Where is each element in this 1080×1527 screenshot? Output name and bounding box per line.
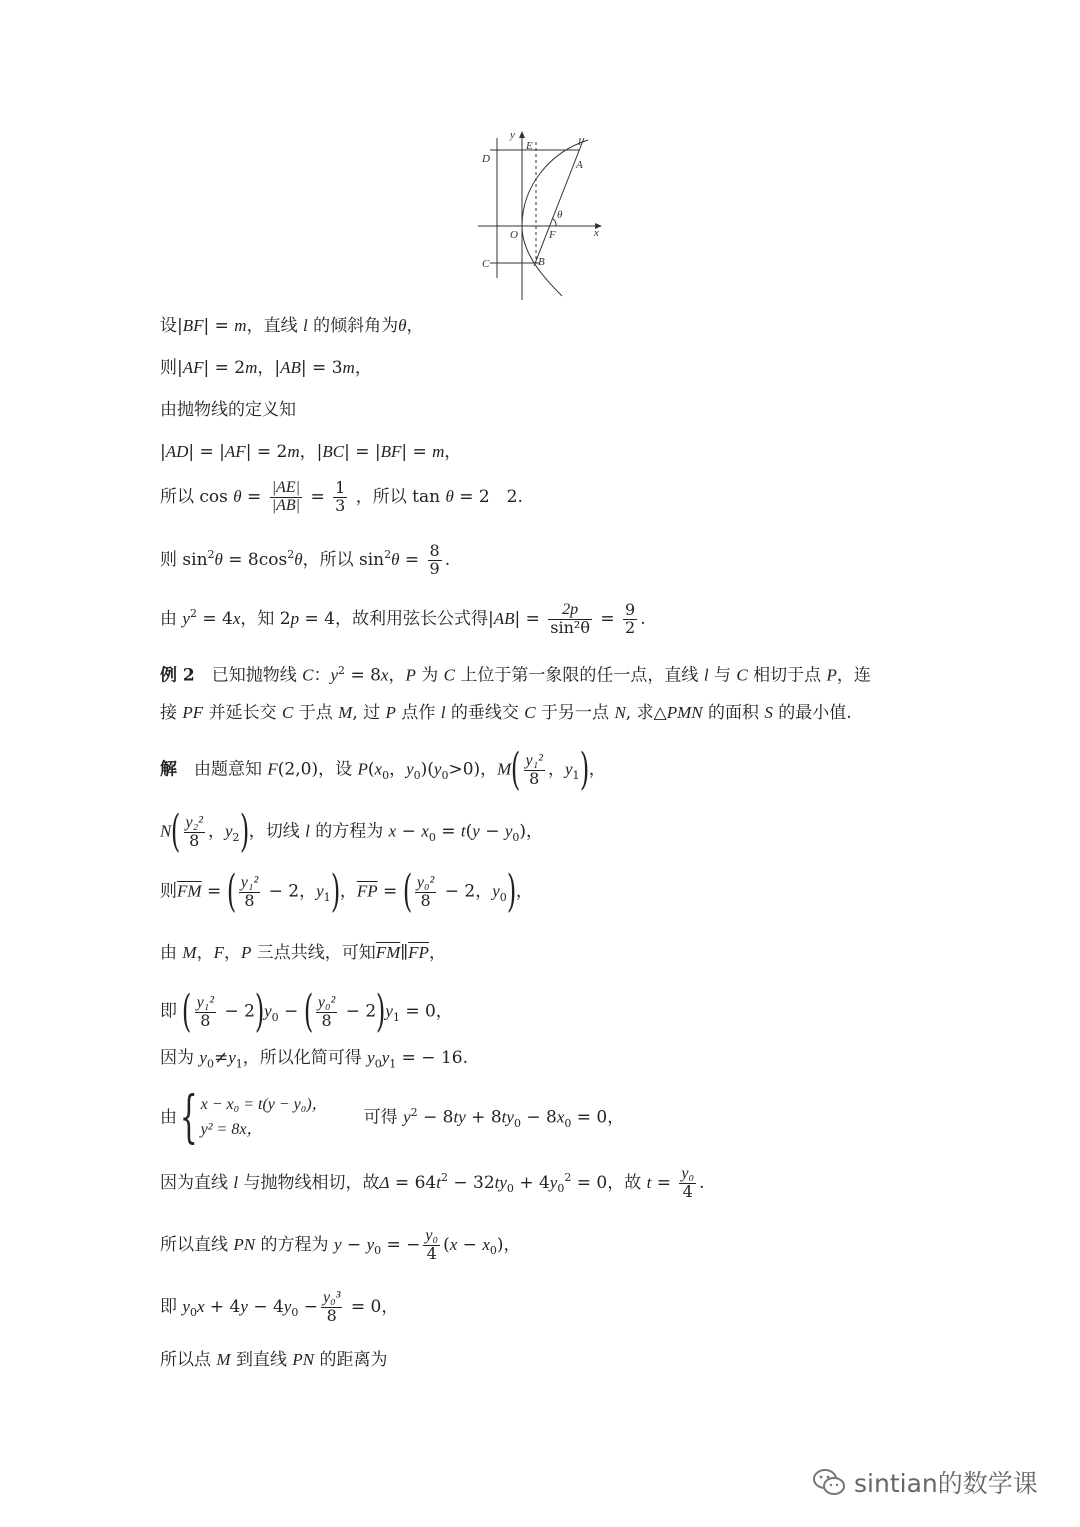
text-line-7: 由 $y^2 = 4x$，知 2p = 4，故利用弦长公式得|AB| = $\frac{2p}{\text{sin²θ}}$ = $\frac{9}{2}$ . bbox=[160, 600, 646, 637]
solution-line-9: 所以直线 PN 的方程为 $y - y_0$ = − $\frac{\text{y₀}}{4}$ $(x - x_0)$， bbox=[160, 1227, 521, 1263]
solution-line-5: 即 ( $\frac{\text{y₁²}}{8}$ − $2)y_0$ − ( $\frac{\text{y₀²}}{8}$ − $2)y_1 = 0$， bbox=[160, 986, 453, 1037]
text-line-2: 则|AF| = 2m，|AB| = 3m， bbox=[160, 358, 372, 378]
label-A: A bbox=[576, 159, 583, 171]
solution-line-11: 所以点 M 到直线 PN 的距离为 bbox=[160, 1350, 388, 1370]
solution-line-2: N( $\frac{\text{y₂²}}{8}$ ，$y_2$)，切线 l 的方程为 $x - x_0 = t(y - y_0)$， bbox=[160, 806, 544, 857]
label-D: D bbox=[482, 153, 490, 165]
parabola-diagram bbox=[470, 128, 620, 300]
text-line-6: 则 $\sin^2\theta = 8\cos^2\theta$，所以 $\sin^2\theta$ = $\frac{8}{9}$ . bbox=[160, 541, 451, 578]
text-line-4: |AD| = |AF| = 2m，|BC| = |BF| = m， bbox=[160, 442, 462, 462]
label-x: x bbox=[594, 227, 599, 239]
solution-line-8: 因为直线 l 与抛物线相切，故$\Delta = 64t^2 - 32ty_0 + 4y_0^2 = 0$，故 t = $\frac{\text{y₀}}{4}$ . bbox=[160, 1165, 705, 1201]
fraction-8-9: $\frac{8}{9}$ bbox=[429, 541, 440, 578]
text-line-1: 设|BF| = m，直线 l 的倾斜角为θ， bbox=[160, 316, 424, 336]
solution-line-3: 则$\overline{FM}$ = ( $\frac{\text{y₁²}}{8}$ − 2，$y_1$)，$\overline{FP}$ = ( $\frac{\text{y₀²}}{8}$ − 2，$y_0$)， bbox=[160, 866, 533, 917]
example-2-line-2: 接 PF 并延长交 C 于点 M, 过 P 点作 l 的垂线交 C 于另一点 N, 求△PMN 的面积 S 的最小值. bbox=[160, 703, 852, 723]
text-line-3: 由抛物线的定义知 bbox=[160, 400, 296, 420]
solution-line-1: 解 由题意知 F(2,0)，设 $P(x_0$，$y_0)(y_0>0)$，M( $\frac{\text{y₁²}}{8}$ ，$y_1$)， bbox=[160, 744, 606, 795]
label-y: y bbox=[510, 129, 515, 141]
label-C: C bbox=[482, 258, 490, 270]
example-2-line-1: 例 2 已知抛物线 C：$y^2 = 8x$，P 为 C 上位于第一象限的任一点，直线 l 与 C 相切于点 P，连 bbox=[160, 664, 871, 686]
solution-line-7: 由{ x − x₀ = t(y − y₀)， y² = 8x， 可得 $y^2 - 8ty + 8ty_0 - 8x_0 = 0$， bbox=[160, 1085, 625, 1150]
solution-label: 解 bbox=[160, 759, 177, 780]
solution-line-6: 因为 $y_0\ne y_1$，所以化简可得 $y_0y_1$ = − 16. bbox=[160, 1048, 468, 1071]
label-theta: θ bbox=[557, 209, 563, 221]
watermark-text: sintian的数学课 bbox=[854, 1469, 1038, 1498]
fraction-2p-sin2theta: $\frac{2p}{\text{sin²θ}}$ bbox=[550, 601, 590, 637]
example-2-label: 例 2 bbox=[160, 665, 195, 686]
solution-line-10: 即 $y_0x + 4y - 4y_0$ − $\frac{\text{y₀³}}{8}$ = 0， bbox=[160, 1289, 399, 1325]
solution-line-4: 由 M，F，P 三点共线，可知$\overline{FM}\parallel\overline{FP}$， bbox=[160, 943, 446, 963]
text-line-5: 所以 cos θ = $\frac{|AE|}{|AB|}$ = $\frac{1}{3}$ ，所以 tan θ = 2 2. bbox=[160, 478, 523, 515]
wechat-icon bbox=[812, 1467, 846, 1497]
line-l bbox=[534, 138, 584, 266]
label-O: O bbox=[510, 229, 518, 241]
watermark bbox=[812, 1462, 1052, 1502]
label-F: F bbox=[549, 229, 556, 241]
fraction-9-2: $\frac{9}{2}$ bbox=[625, 600, 636, 637]
label-E: E bbox=[526, 140, 533, 152]
equation-system: x − x₀ = t(y − y₀)， y² = 8x， bbox=[200, 1096, 328, 1138]
fraction-1-3: $\frac{1}{3}$ bbox=[335, 478, 346, 515]
fraction-AE-AB: $\frac{|AE|}{|AB|}$ bbox=[271, 479, 301, 514]
label-l: l bbox=[578, 136, 582, 148]
label-B: B bbox=[538, 256, 545, 268]
